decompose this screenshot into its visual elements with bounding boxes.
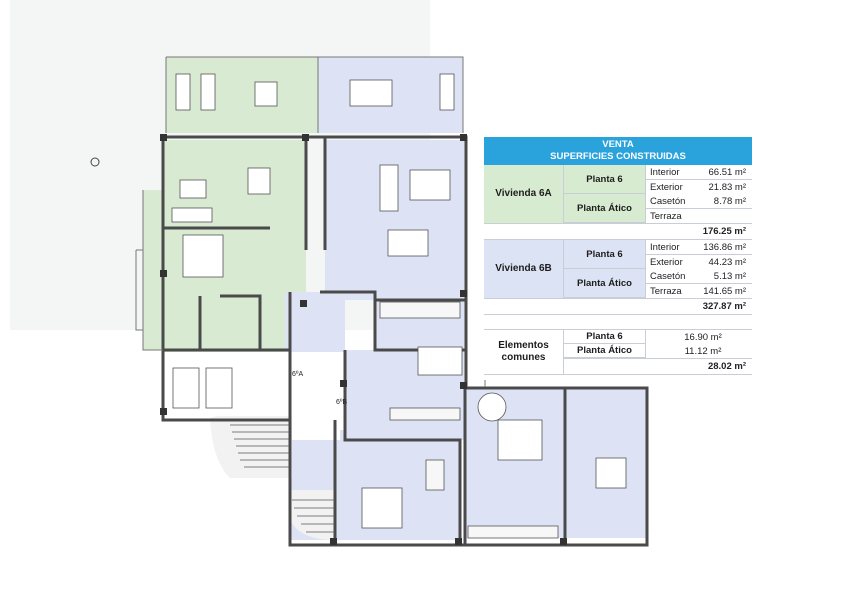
row-value: 16.90 m²	[684, 331, 722, 343]
table-row	[646, 284, 752, 298]
table-row	[646, 269, 752, 284]
vivienda-6a-planta6-rows	[646, 165, 752, 194]
row-label: Casetón	[650, 195, 686, 207]
table-row	[646, 209, 752, 223]
vivienda-6b-total: 327.87 m²	[484, 298, 752, 314]
comunes-name-line2: comunes	[501, 352, 546, 363]
vivienda-6b-planta-atico: Planta Ático	[564, 269, 646, 298]
table-row	[646, 180, 752, 194]
row-value: 141.65 m²	[703, 285, 746, 297]
row-label: Interior	[650, 166, 680, 178]
comunes-name-line1: Elementos	[498, 340, 549, 351]
table-row	[646, 255, 752, 269]
table-subtitle: SUPERFICIES CONSTRUIDAS	[550, 151, 686, 162]
row-label: Exterior	[650, 256, 683, 268]
vivienda-6b-planta6-rows	[646, 240, 752, 269]
row-label: Terraza	[650, 210, 682, 222]
table-title: VENTA	[602, 139, 634, 150]
row-label: Interior	[650, 241, 680, 253]
door-label-6a: 6ºA	[292, 371, 304, 378]
vivienda-6a-atico-rows	[646, 194, 752, 223]
table-row	[646, 240, 752, 255]
block-vivienda-6a	[484, 165, 752, 240]
table-row	[646, 194, 752, 209]
row-value: 44.23 m²	[708, 256, 746, 268]
table-row	[646, 165, 752, 180]
row-value: 21.83 m²	[708, 181, 746, 193]
comunes-atico-rows	[646, 344, 752, 358]
block-vivienda-6b	[484, 240, 752, 315]
door-label-6b: 6ºB	[336, 399, 348, 406]
comunes-total: 28.02 m²	[564, 358, 752, 374]
comunes-planta6-rows	[646, 330, 752, 344]
row-label: Terraza	[650, 285, 682, 297]
row-label: Exterior	[650, 181, 683, 193]
vivienda-6b-name: Vivienda 6B	[484, 240, 564, 298]
table-row	[646, 344, 752, 358]
row-value: 66.51 m²	[708, 166, 746, 178]
vivienda-6a-name: Vivienda 6A	[484, 165, 564, 223]
block-elementos-comunes	[484, 329, 752, 375]
row-value: 8.78 m²	[713, 195, 746, 207]
row-label: Casetón	[650, 270, 686, 282]
row-value: 5.13 m²	[713, 270, 746, 282]
table-header	[484, 137, 752, 165]
vivienda-6b-planta6: Planta 6	[564, 240, 646, 269]
table-row	[646, 330, 752, 344]
surface-table	[484, 137, 752, 375]
row-value: 136.86 m²	[703, 241, 746, 253]
vivienda-6a-total: 176.25 m²	[484, 223, 752, 239]
vivienda-6a-planta6: Planta 6	[564, 165, 646, 194]
vivienda-6b-atico-rows	[646, 269, 752, 298]
row-value: 11.12 m²	[684, 345, 722, 357]
vivienda-6a-planta-atico: Planta Ático	[564, 194, 646, 223]
comunes-planta-atico: Planta Ático	[564, 344, 646, 358]
comunes-name	[484, 330, 564, 374]
comunes-planta6: Planta 6	[564, 330, 646, 344]
